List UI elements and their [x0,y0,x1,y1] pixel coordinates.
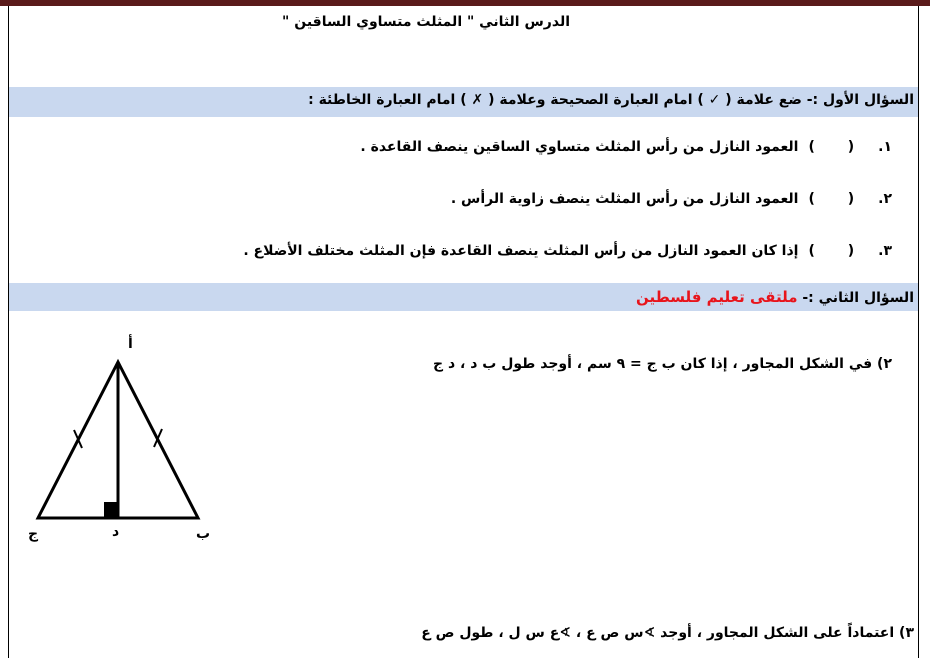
q2-heading [636,288,914,306]
top-rule [0,0,930,6]
q1-item-3 [243,243,892,259]
right-angle-marker [104,502,118,518]
item-text: العمود النازل من رأس المثلث متساوي الساقين ينصف القاعدة . [360,139,799,155]
label-left-vertex: ج [28,526,39,542]
item-text: العمود النازل من رأس المثلث ينصف زاوية الرأس . [450,191,799,207]
label-right-vertex: ب [196,526,211,542]
label-foot: د [112,524,120,540]
isosceles-triangle-figure [20,330,220,550]
q1-heading: السؤال الأول :- ضع علامة ( ✓ ) امام العبارة الصحيحة وعلامة ( ✗ ) امام العبارة الخاطئة : [308,92,914,108]
brand-text: ملتقى تعليم فلسطين [635,288,798,306]
answer-box[interactable]: ( ) [808,243,869,259]
q2-heading-label: السؤال الثاني :- [802,290,914,306]
q3-problem: ٣) اعتماداً على الشكل المجاور ، أوجد ∢س ص ع ، ∢ع س ل ، طول ص ع [421,625,914,641]
q1-item-2 [451,191,892,207]
label-apex: أ [128,336,133,352]
item-text: إذا كان العمود النازل من رأس المثلث ينصف القاعدة فإن المثلث مختلف الأضلاع . [243,243,799,259]
q2-problem: ٢) في الشكل المجاور ، إذا كان ب ج = ٩ سم ، أوجد طول ب د ، د ج [433,356,892,372]
answer-box[interactable]: ( ) [808,191,869,207]
lesson-title: الدرس الثاني " المثلث متساوي الساقين " [282,14,570,30]
item-number: ٢. [878,191,892,207]
right-border [918,6,919,658]
answer-box[interactable]: ( ) [808,139,869,155]
item-number: ١. [878,139,892,155]
item-number: ٣. [878,243,892,259]
q1-item-1 [360,139,892,155]
